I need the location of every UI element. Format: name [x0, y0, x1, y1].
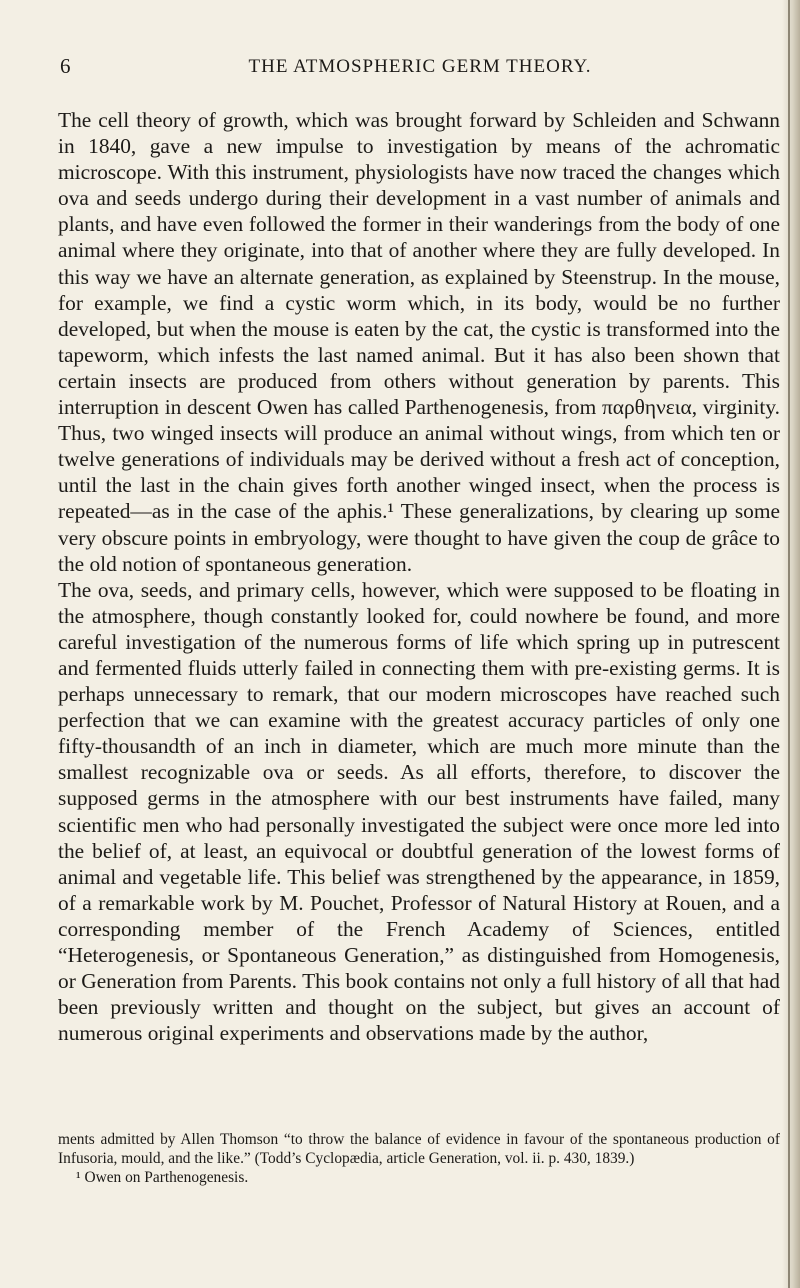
- footnotes: [58, 1131, 780, 1187]
- page-edge-shadow: [782, 0, 800, 1288]
- body-text: [58, 107, 780, 1046]
- paragraph-1: The cell theory of growth, which was brought forward by Schleiden and Schwann in 1840, gave a new impulse to investigation by means of the achromatic microscope. With this instrument, physiologists have now traced the changes which ova and seeds undergo during their development in a vast number of animals and plants, and have even followed the former in their wanderings from the body of one animal where they originate, into that of another where they are fully developed. In this way we have an alternate generation, as explained by Steenstrup. In the mouse, for example, we find a cystic worm which, in its body, would be no further developed, but when the mouse is eaten by the cat, the cystic is transformed into the tapeworm, which infests the last named animal. But it has also been shown that certain insects are produced from others without generation by parents. This interruption in descent Owen has called Parthenogenesis, from παρθηνεια, virginity. Thus, two winged insects will produce an animal without wings, from which ten or twelve generations of individuals may be derived without a fresh act of conception, until the last in the chain gives forth another winged insect, when the process is repeated—as in the case of the aphis.¹ These generalizations, by clearing up some very obscure points in embryology, were thought to have given the coup de grâce to the old notion of spontaneous generation.: [58, 108, 780, 576]
- page-edge-line: [788, 0, 790, 1288]
- page-header: [60, 54, 780, 84]
- paragraph-2: The ova, seeds, and primary cells, however, which were supposed to be floating in the atmosphere, though constantly looked for, could nowhere be found, and more careful investigation of the numerous forms of life which spring up in putrescent and fermented fluids utterly failed in connecting them with pre-existing germs. It is perhaps unnecessary to remark, that our modern microscopes have reached such perfection that we can examine with the greatest accuracy particles of only one fifty-thousandth of an inch in diameter, which are much more minute than the smallest recognizable ova or seeds. As all efforts, therefore, to discover the supposed germs in the atmosphere with our best instruments have failed, many scientific men who had personally investigated the subject were once more led into the belief of, at least, an equivocal or doubtful generation of the lowest forms of animal and vegetable life. This belief was strengthened by the appearance, in 1859, of a remarkable work by M. Pouchet, Professor of Natural History at Rouen, and a corresponding member of the French Academy of Sciences, entitled “Heterogenesis, or Spontaneous Generation,” as distinguished from Homogenesis, or Generation from Parents. This book contains not only a full history of all that had been previously written and thought on the subject, but gives an account of numerous original experiments and observations made by the author,: [58, 577, 780, 1046]
- footnote-1: ¹ Owen on Parthenogenesis.: [76, 1168, 249, 1186]
- footnote-continued: ments admitted by Allen Thomson “to throw the balance of evidence in favour of the spontaneous production of Infusoria, mould, and the like.” (Todd’s Cyclopædia, article Generation, vol. ii. p. 430, 1839.): [58, 1131, 780, 1167]
- running-head: THE ATMOSPHERIC GERM THEORY.: [248, 56, 592, 77]
- page-number: 6: [60, 54, 71, 78]
